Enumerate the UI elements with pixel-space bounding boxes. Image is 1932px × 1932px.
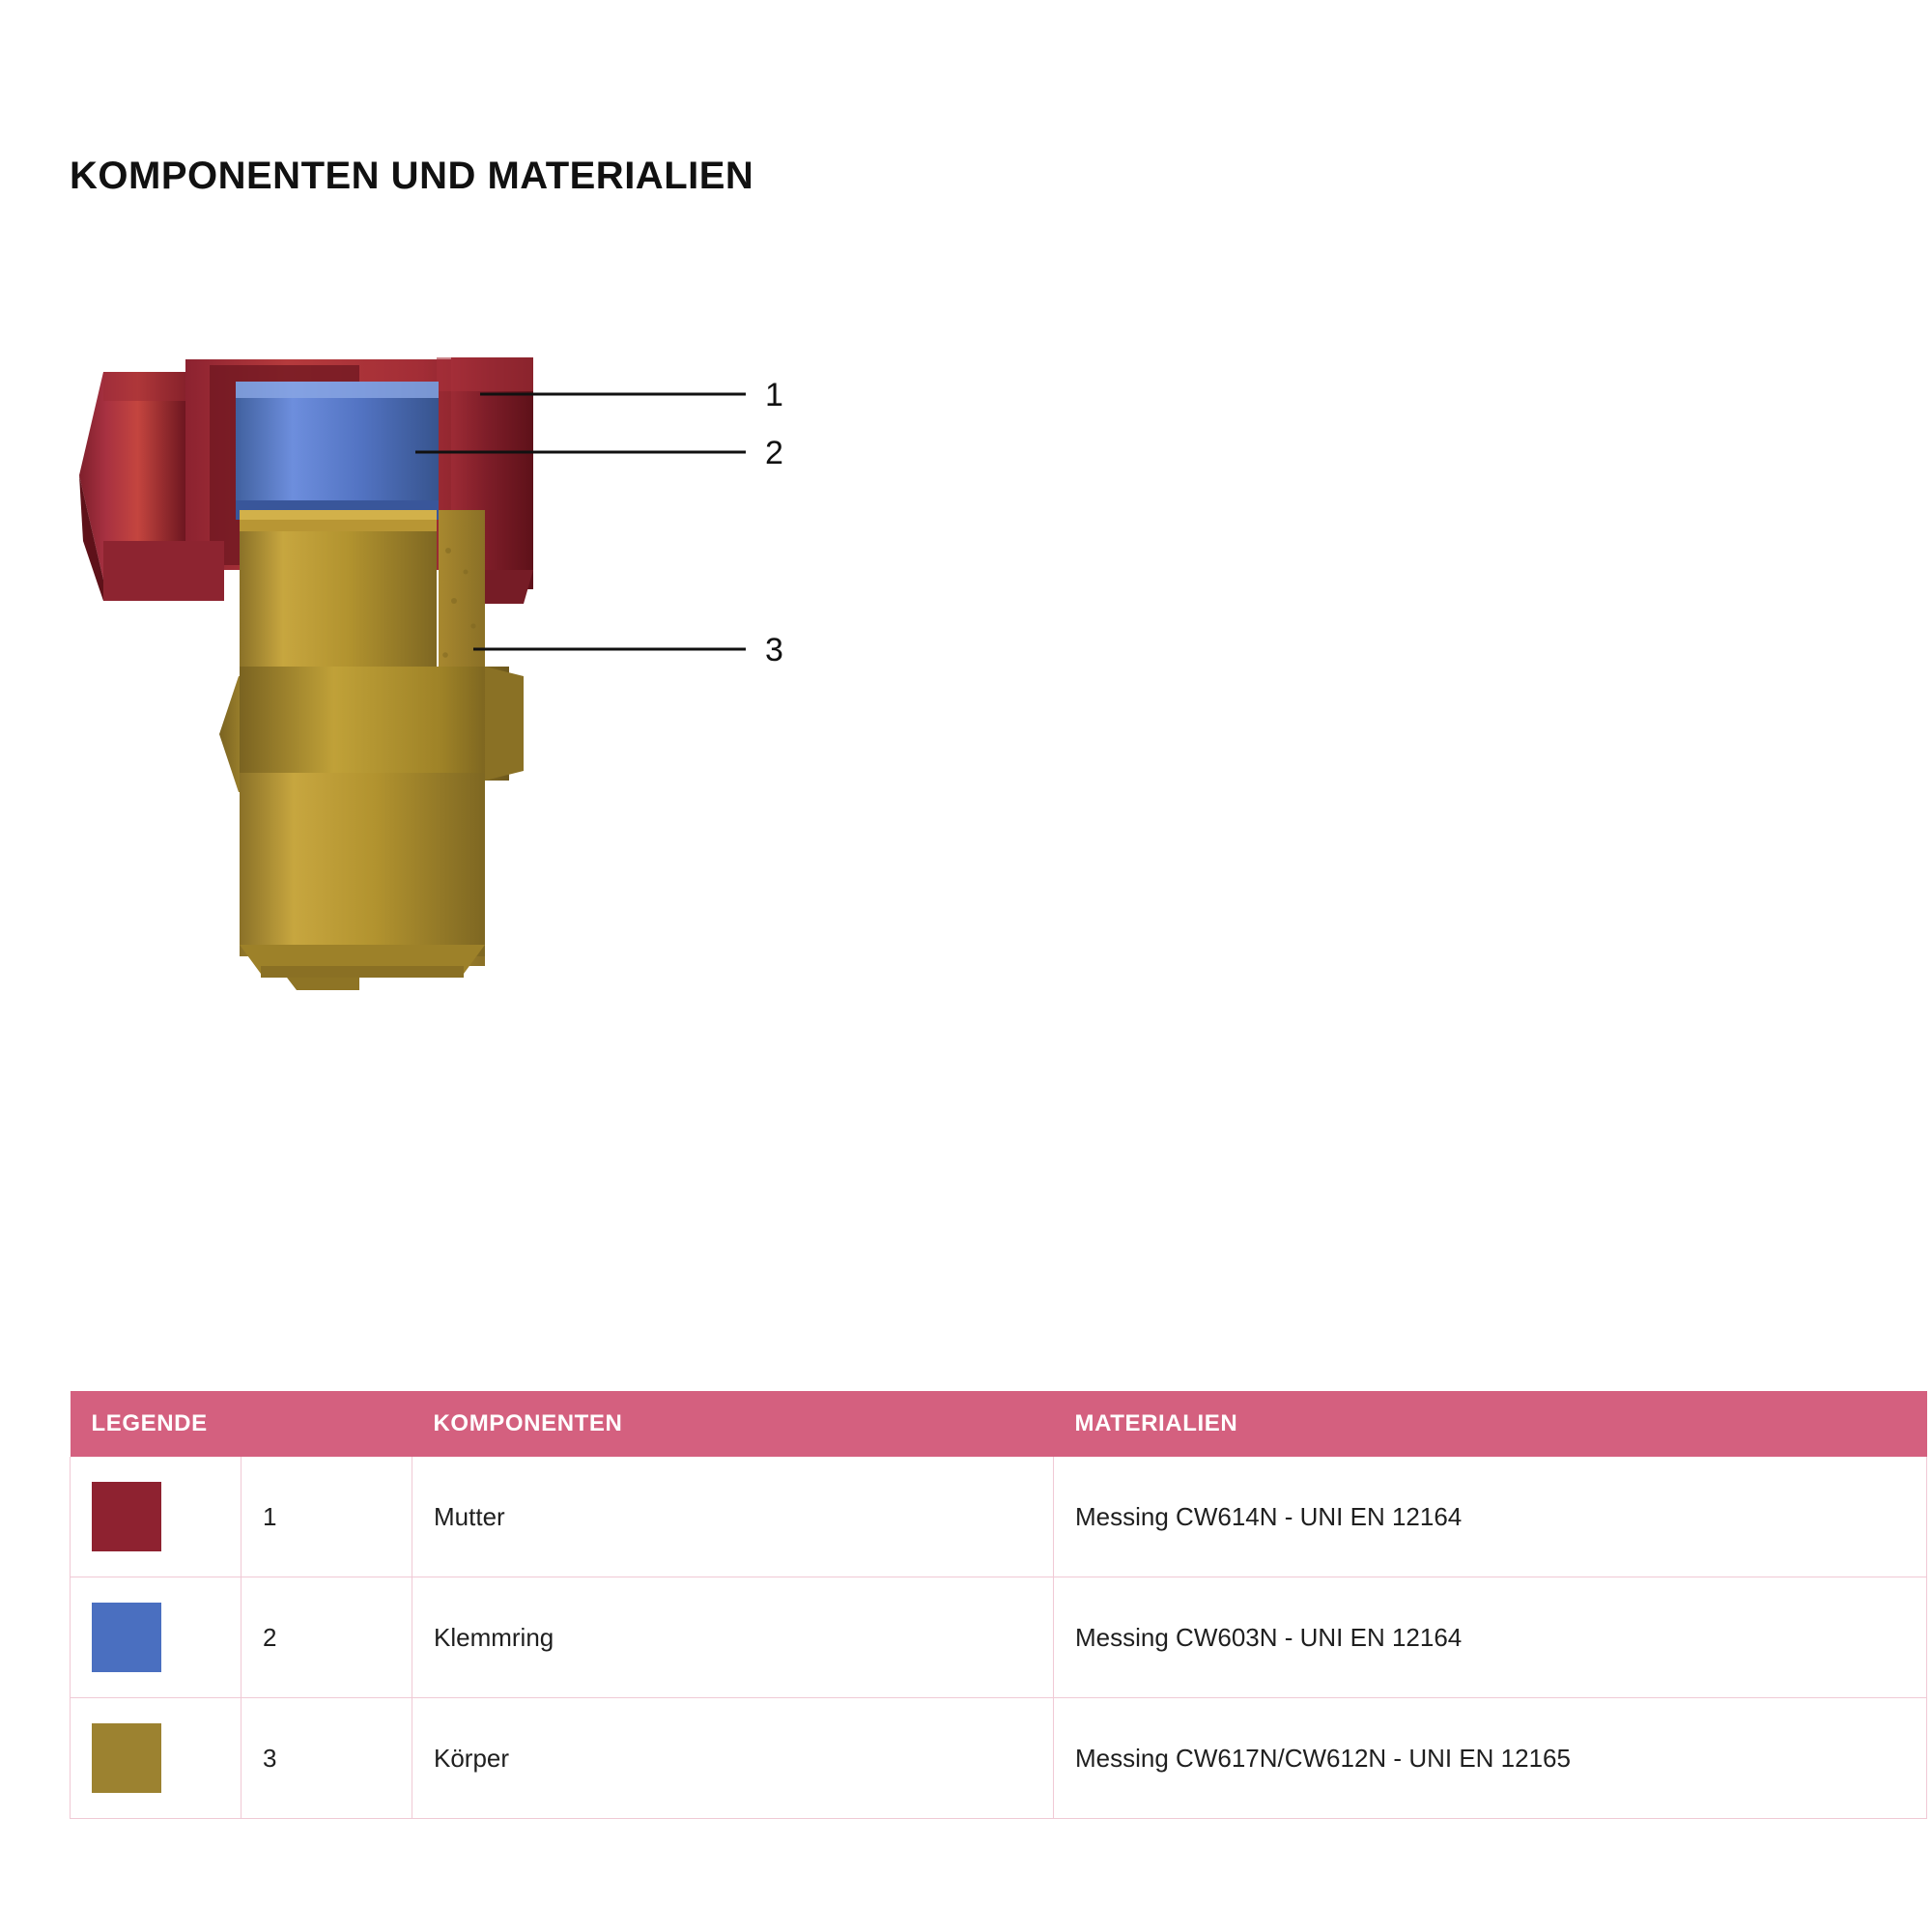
- component-diagram: [70, 348, 1132, 1256]
- components-materials-table: [70, 1391, 1927, 1819]
- body-part: [205, 510, 524, 978]
- table-row: [71, 1577, 1927, 1698]
- color-swatch-1: [92, 1482, 161, 1551]
- swatch-cell: [71, 1457, 242, 1577]
- callout-3-label: 3: [765, 632, 783, 668]
- row-number: 2: [242, 1577, 412, 1698]
- color-swatch-2: [92, 1603, 161, 1672]
- row-component: Körper: [412, 1698, 1054, 1819]
- table-row: [71, 1698, 1927, 1819]
- swatch-cell: [71, 1577, 242, 1698]
- row-material: Messing CW603N - UNI EN 12164: [1054, 1577, 1927, 1698]
- table-header-row: [71, 1391, 1927, 1457]
- callout-1-label: 1: [765, 377, 783, 413]
- swatch-cell: [71, 1698, 242, 1819]
- row-number: 3: [242, 1698, 412, 1819]
- row-component: Mutter: [412, 1457, 1054, 1577]
- table-row: [71, 1457, 1927, 1577]
- callout-2-label: 2: [765, 435, 783, 471]
- row-material: Messing CW617N/CW612N - UNI EN 12165: [1054, 1698, 1927, 1819]
- color-swatch-3: [92, 1723, 161, 1793]
- row-material: Messing CW614N - UNI EN 12164: [1054, 1457, 1927, 1577]
- header-legend: LEGENDE: [71, 1391, 412, 1457]
- header-components: KOMPONENTEN: [412, 1391, 1054, 1457]
- header-materials: MATERIALIEN: [1054, 1391, 1927, 1457]
- row-component: Klemmring: [412, 1577, 1054, 1698]
- page-title: KOMPONENTEN UND MATERIALIEN: [70, 155, 754, 197]
- clamping-ring-part: [236, 382, 439, 520]
- row-number: 1: [242, 1457, 412, 1577]
